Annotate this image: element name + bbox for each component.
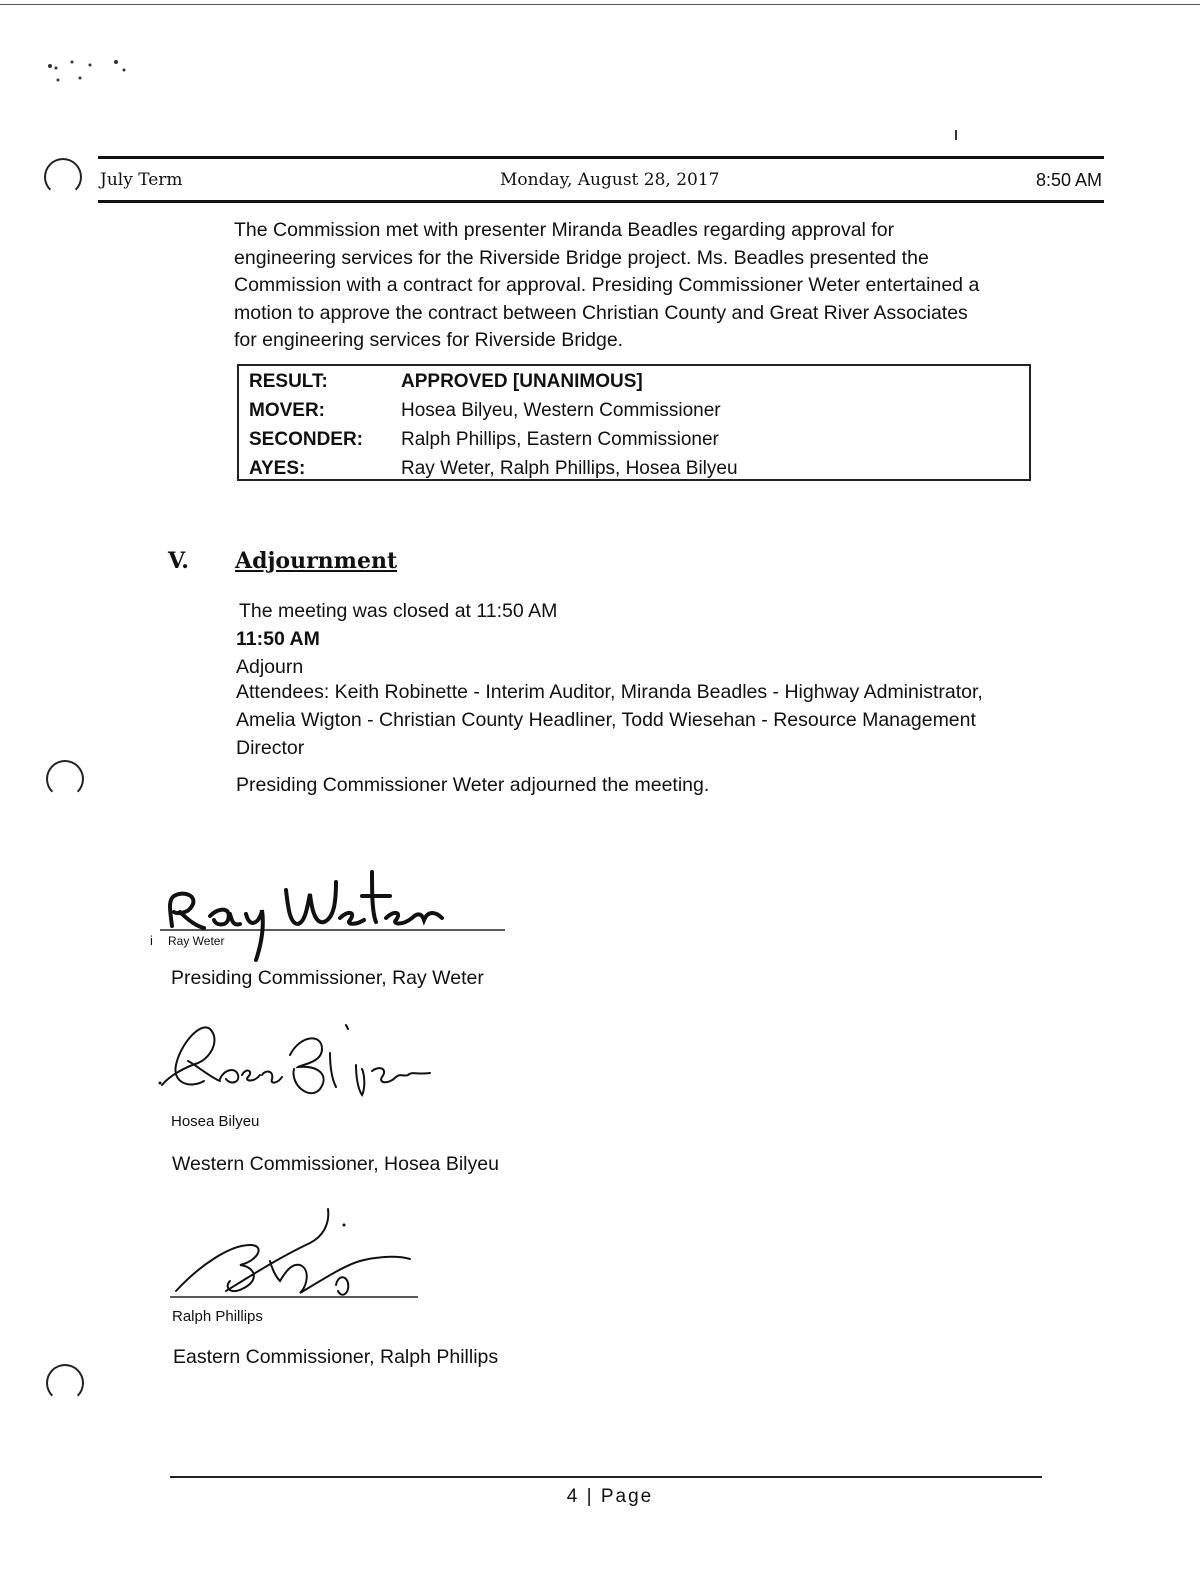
- scan-mark: [955, 130, 957, 140]
- attendees-line: Director: [236, 737, 305, 759]
- section-number: V.: [168, 548, 189, 574]
- vote-value: Ralph Phillips, Eastern Commissioner: [401, 429, 719, 450]
- motion-paragraph: [234, 217, 1034, 355]
- scan-specks: [44, 56, 144, 96]
- scan-edge-line: [0, 4, 1200, 5]
- vote-label: RESULT:: [249, 371, 328, 392]
- signature-hosea-bilyeu: [150, 1015, 470, 1115]
- signature-title: Western Commissioner, Hosea Bilyeu: [172, 1153, 499, 1175]
- vote-value: APPROVED [UNANIMOUS]: [401, 371, 643, 392]
- vote-value: Hosea Bilyeu, Western Commissioner: [401, 400, 721, 421]
- section-title: Adjournment: [235, 548, 398, 574]
- signature-printed-name: Ray Weter: [168, 934, 225, 948]
- vote-value: Ray Weter, Ralph Phillips, Hosea Bilyeu: [401, 458, 738, 479]
- header-term: July Term: [100, 170, 183, 190]
- punch-hole-middle: [46, 760, 84, 798]
- adjourn-label: Adjourn: [236, 656, 304, 678]
- page-number: 4 | Page: [566, 1486, 654, 1507]
- vote-label: AYES:: [249, 458, 306, 479]
- punch-hole-bottom: [46, 1364, 84, 1402]
- vote-label: SECONDER:: [249, 429, 364, 450]
- meeting-closed-line: The meeting was closed at 11:50 AM: [239, 600, 558, 622]
- adjourned-statement: Presiding Commissioner Weter adjourned the meeting.: [236, 774, 710, 796]
- vote-label: MOVER:: [249, 400, 325, 421]
- footer-rule: [170, 1476, 1042, 1478]
- signature-title: Eastern Commissioner, Ralph Phillips: [173, 1346, 499, 1368]
- paragraph-line: for engineering services for Riverside Bridge.: [234, 329, 624, 351]
- signature-mark: i: [150, 933, 153, 948]
- signature-printed-name: Hosea Bilyeu: [171, 1113, 260, 1130]
- header-time: 8:50 AM: [1035, 170, 1102, 190]
- header-rule-bottom: [98, 200, 1104, 203]
- punch-hole-top: [44, 158, 82, 196]
- attendees-line: Amelia Wigton - Christian County Headliner, Todd Wiesehan - Resource Management: [236, 709, 976, 731]
- paragraph-line: motion to approve the contract between Christian County and Great River Associates: [234, 301, 968, 324]
- paragraph-line: engineering services for the Riverside Bridge project. Ms. Beadles presented the: [234, 246, 929, 269]
- header-rule-top: [98, 156, 1104, 159]
- vote-result-table: [237, 364, 1031, 481]
- attendees-line: Attendees: Keith Robinette - Interim Auditor, Miranda Beadles - Highway Administrator,: [236, 681, 983, 703]
- paragraph-line: Commission with a contract for approval. Presiding Commissioner Weter entertained a: [234, 274, 980, 296]
- adjourn-time: 11:50 AM: [236, 628, 320, 650]
- signature-ralph-phillips: [160, 1205, 430, 1305]
- signature-title: Presiding Commissioner, Ray Weter: [171, 967, 484, 989]
- signature-printed-name: Ralph Phillips: [172, 1308, 263, 1325]
- header-date: Monday, August 28, 2017: [500, 170, 720, 190]
- paragraph-line: The Commission met with presenter Miranda Beadles regarding approval for: [234, 219, 895, 241]
